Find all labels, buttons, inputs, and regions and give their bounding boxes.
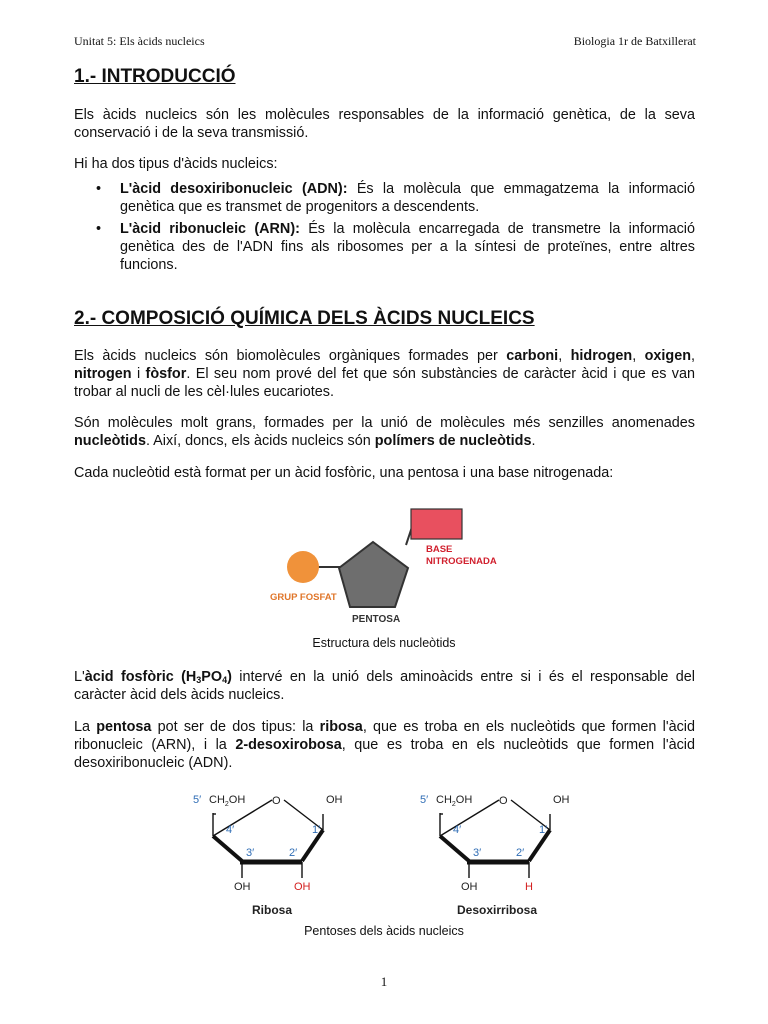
deoxyribose-name: Desoxirribosa: [457, 903, 538, 917]
bullet-icon: •: [96, 221, 102, 237]
figure2-caption: Pentoses dels àcids nucleics: [304, 924, 464, 938]
bullet-icon: •: [96, 181, 102, 197]
oh-bottom-left-label: OH: [234, 881, 251, 893]
phosphoric-acid-paragraph: L'àcid fosfòric $(H_3PO_4)$ intervé en la unió dels aminoàcids entre si i és el responsable del caràcter àcid dels àcids nucleics.: [74, 669, 696, 703]
base-label-line2: NITROGENADA: [426, 556, 497, 567]
carbon2-label: 2′: [516, 847, 525, 859]
ch2-label: $CH_2OH$: [436, 794, 473, 808]
ring-oxygen-label: O: [272, 795, 281, 807]
list-item-term: L'àcid desoxiribonucleic (ADN):: [120, 181, 348, 197]
ribose-name: Ribosa: [252, 903, 293, 917]
list-item-text: És la molècula encarregada de transmetre la informació genètica des de l'ADN fins als ribosomes per a la síntesi de proteïnes, entre altres funcions.: [120, 221, 696, 273]
phosphate-group-shape: [287, 551, 319, 583]
pentose-label: PENTOSA: [352, 614, 401, 625]
carbon3-label: 3′: [473, 847, 482, 859]
header-unit-title: Unitat 5: Els àcids nucleics: [74, 34, 205, 48]
carbon2-label: 2′: [289, 847, 298, 859]
base-label-line1: BASE: [426, 544, 453, 555]
ch2-label: $CH_2OH$: [209, 794, 246, 808]
carbon4-label: 4′: [453, 824, 462, 836]
carbon4-label: 4′: [226, 824, 235, 836]
deoxyribose-structure: [420, 794, 570, 917]
carbon1-label: 1′: [312, 824, 321, 836]
section1-heading: 1.- INTRODUCCIÓ: [74, 66, 236, 87]
page-number: 1: [380, 974, 388, 989]
ribose-structure: [193, 794, 343, 917]
nucleic-acid-types-list: [96, 180, 695, 278]
pentoses-diagram: [190, 786, 590, 920]
ring-oxygen-label: O: [499, 795, 508, 807]
section2-heading: 2.- COMPOSICIÓ QUÍMICA DELS ÀCIDS NUCLEICS: [74, 308, 535, 329]
figure1-caption: Estructura dels nucleòtids: [312, 636, 456, 650]
oh-right-label: OH: [553, 794, 570, 806]
oh-right-label: OH: [326, 794, 343, 806]
carbon5-label: 5′: [193, 794, 202, 806]
types-lead: Hi ha dos tipus d'àcids nucleics:: [74, 156, 278, 172]
intro-paragraph: Els àcids nucleics són les molècules responsables de la informació genètica, de la seva conservació i de la seva transmissió.: [74, 107, 695, 141]
h-bottom-right-label: H: [525, 881, 533, 893]
nitrogenous-base-shape: [411, 509, 462, 539]
nucleotide-structure-diagram: [270, 505, 510, 629]
list-item: [96, 220, 695, 274]
list-item-text: És la molècula que emmagatzema la informació genètica que es transmet de progenitors a descendents.: [120, 181, 695, 215]
oh-bottom-left-label: OH: [461, 881, 478, 893]
phosphate-label: GRUP FOSFAT: [270, 592, 337, 603]
list-item-term: L'àcid ribonucleic (ARN):: [120, 221, 300, 237]
nucleotide-parts-paragraph: Cada nucleòtid està format per un àcid fosfòric, una pentosa i una base nitrogenada:: [74, 465, 614, 481]
pentose-paragraph: La pentosa pot ser de dos tipus: la ribosa, que es troba en els nucleòtids que formen l'àcid ribonucleic (ARN), i la 2-desoxirobosa, que es troba en els nucleòtids que formen l'àcid desoxiribonucleic (ADN).: [74, 719, 695, 771]
oh-bottom-right-label: OH: [294, 881, 311, 893]
pentose-shape: [339, 542, 408, 607]
composition-paragraph: Els àcids nucleics són biomolècules orgàniques formades per carboni, hidrogen, oxigen, nitrogen i fòsfor. El seu nom prové del fet que són substàncies de caràcter àcid i que es van trobar al nucli de les cèl·lules eucariotes.: [74, 348, 696, 400]
header-course: Biologia 1r de Batxillerat: [573, 34, 696, 48]
list-item: [96, 180, 695, 216]
carbon5-label: 5′: [420, 794, 429, 806]
carbon3-label: 3′: [246, 847, 255, 859]
carbon1-label: 1′: [539, 824, 548, 836]
polymers-paragraph: Són molècules molt grans, formades per la unió de molècules més senzilles anomenades nucleòtids. Així, doncs, els àcids nucleics són polímers de nucleòtids.: [74, 415, 695, 449]
